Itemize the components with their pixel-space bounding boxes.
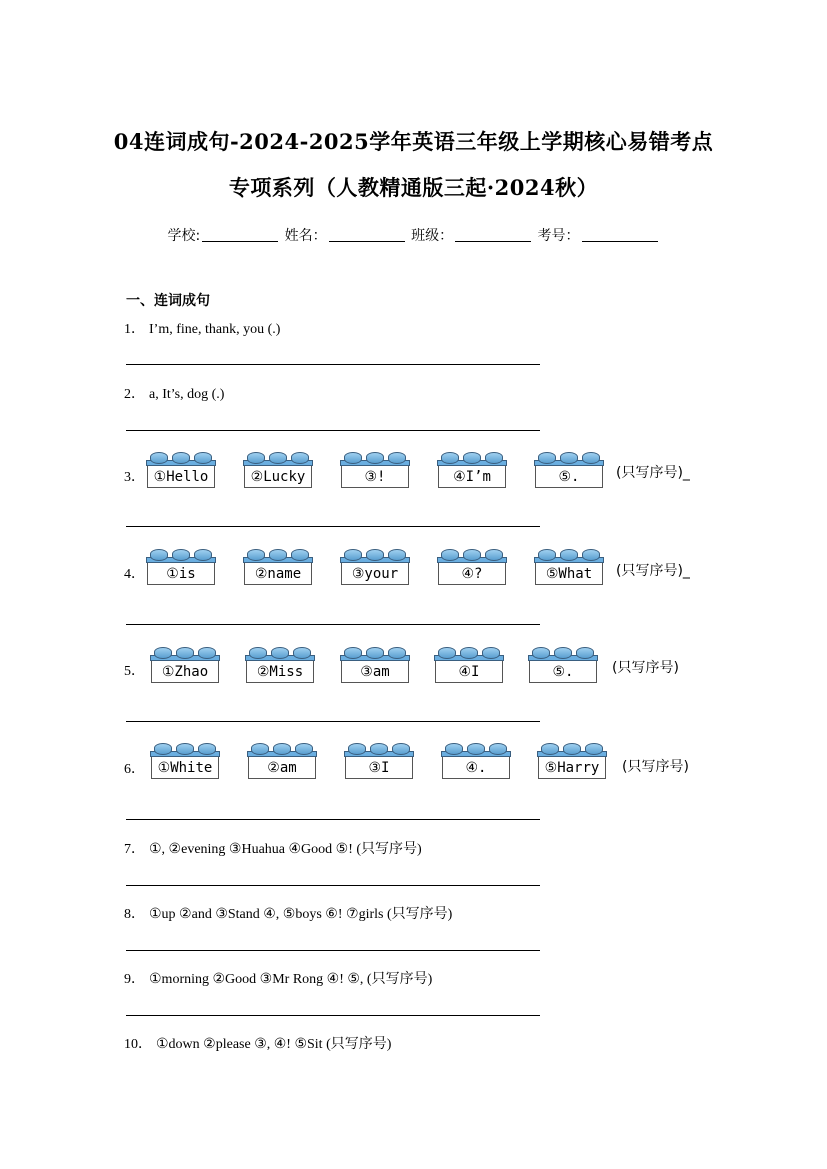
answer-line-9[interactable] — [126, 1015, 540, 1016]
word-brick — [537, 743, 607, 783]
brick-label: ②Lucky — [244, 466, 312, 488]
question-2 — [124, 383, 224, 403]
brick-label: ③am — [341, 661, 409, 683]
question-text: a, It’s, dog (.) — [149, 387, 225, 402]
question-number: 8． — [124, 907, 145, 922]
brick-label: ③! — [341, 466, 409, 488]
brick-label: ①is — [147, 563, 215, 585]
question-number: 7． — [124, 842, 145, 857]
section-title: 一、连词成句 — [126, 293, 210, 309]
page-title-line1: 04连词成句-2024-2025学年英语三年级上学期核心易错考点 — [113, 129, 714, 154]
word-brick — [146, 452, 216, 492]
brick-label: ①White — [151, 757, 219, 779]
word-brick — [340, 647, 410, 687]
number-blank[interactable] — [582, 227, 658, 242]
order-hint: (只写序号)_ — [616, 563, 690, 579]
answer-line-6[interactable] — [126, 819, 540, 820]
word-brick — [434, 647, 504, 687]
answer-line-7[interactable] — [126, 885, 540, 886]
brick-label: ⑤Harry — [538, 757, 606, 779]
brick-label: ①Zhao — [151, 661, 219, 683]
question-number-3: 3． — [124, 470, 145, 485]
order-hint: (只写序号) — [612, 660, 679, 676]
word-brick — [150, 743, 220, 783]
name-blank[interactable] — [329, 227, 405, 242]
question-1 — [124, 318, 280, 338]
word-brick — [340, 452, 410, 492]
brick-label: ①Hello — [147, 466, 215, 488]
word-brick — [243, 452, 313, 492]
question-text: ①morning ②Good ③Mr Rong ④! ⑤, (只写序号) — [149, 972, 433, 987]
school-blank[interactable] — [202, 227, 278, 242]
brick-label: ②am — [248, 757, 316, 779]
page-title-line2: 专项系列（人教精通版三起·2024秋） — [228, 175, 599, 200]
class-blank[interactable] — [455, 227, 531, 242]
answer-line-8[interactable] — [126, 950, 540, 951]
brick-label: ④I — [435, 661, 503, 683]
brick-label: ④I’m — [438, 466, 506, 488]
word-brick — [534, 549, 604, 589]
brick-label: ⑤. — [529, 661, 597, 683]
class-label: 班级： — [411, 228, 454, 244]
word-brick — [245, 647, 315, 687]
answer-line-1[interactable] — [126, 364, 540, 365]
brick-label: ⑤What — [535, 563, 603, 585]
question-text: ①, ②evening ③Huahua ④Good ⑤! (只写序号) — [149, 842, 422, 857]
word-brick — [437, 549, 507, 589]
question-8 — [124, 903, 452, 923]
brick-label: ④. — [442, 757, 510, 779]
brick-label: ③your — [341, 563, 409, 585]
order-hint: (只写序号)_ — [616, 465, 690, 481]
order-hint: (只写序号) — [622, 759, 689, 775]
name-label: 姓名： — [284, 228, 327, 244]
word-brick — [528, 647, 598, 687]
word-brick — [340, 549, 410, 589]
question-number: 9． — [124, 972, 145, 987]
school-label: 学校: — [167, 228, 201, 244]
question-number: 1． — [124, 322, 145, 337]
brick-label: ⑤. — [535, 466, 603, 488]
question-text: I’m, fine, thank, you (.) — [149, 322, 281, 337]
word-brick — [146, 549, 216, 589]
question-7 — [124, 838, 422, 858]
word-brick — [534, 452, 604, 492]
question-9 — [124, 968, 432, 988]
question-number: 10． — [124, 1037, 152, 1052]
brick-label: ③I — [345, 757, 413, 779]
word-brick — [150, 647, 220, 687]
question-number: 2． — [124, 387, 145, 402]
question-number-5: 5． — [124, 664, 145, 679]
answer-line-5[interactable] — [126, 721, 540, 722]
answer-line-3[interactable] — [126, 526, 540, 527]
question-number-4: 4． — [124, 567, 145, 582]
student-info-row — [0, 225, 827, 245]
question-text: ①up ②and ③Stand ④, ⑤boys ⑥! ⑦girls (只写序号) — [149, 907, 453, 922]
brick-label: ②Miss — [246, 661, 314, 683]
answer-line-4[interactable] — [126, 624, 540, 625]
question-10 — [124, 1033, 391, 1053]
word-brick — [441, 743, 511, 783]
word-brick — [247, 743, 317, 783]
question-number-6: 6． — [124, 762, 145, 777]
brick-label: ④? — [438, 563, 506, 585]
brick-label: ②name — [244, 563, 312, 585]
word-brick — [344, 743, 414, 783]
number-label: 考号： — [537, 228, 580, 244]
word-brick — [243, 549, 313, 589]
answer-line-2[interactable] — [126, 430, 540, 431]
question-text: ①down ②please ③, ④! ⑤Sit (只写序号) — [156, 1037, 392, 1052]
word-brick — [437, 452, 507, 492]
